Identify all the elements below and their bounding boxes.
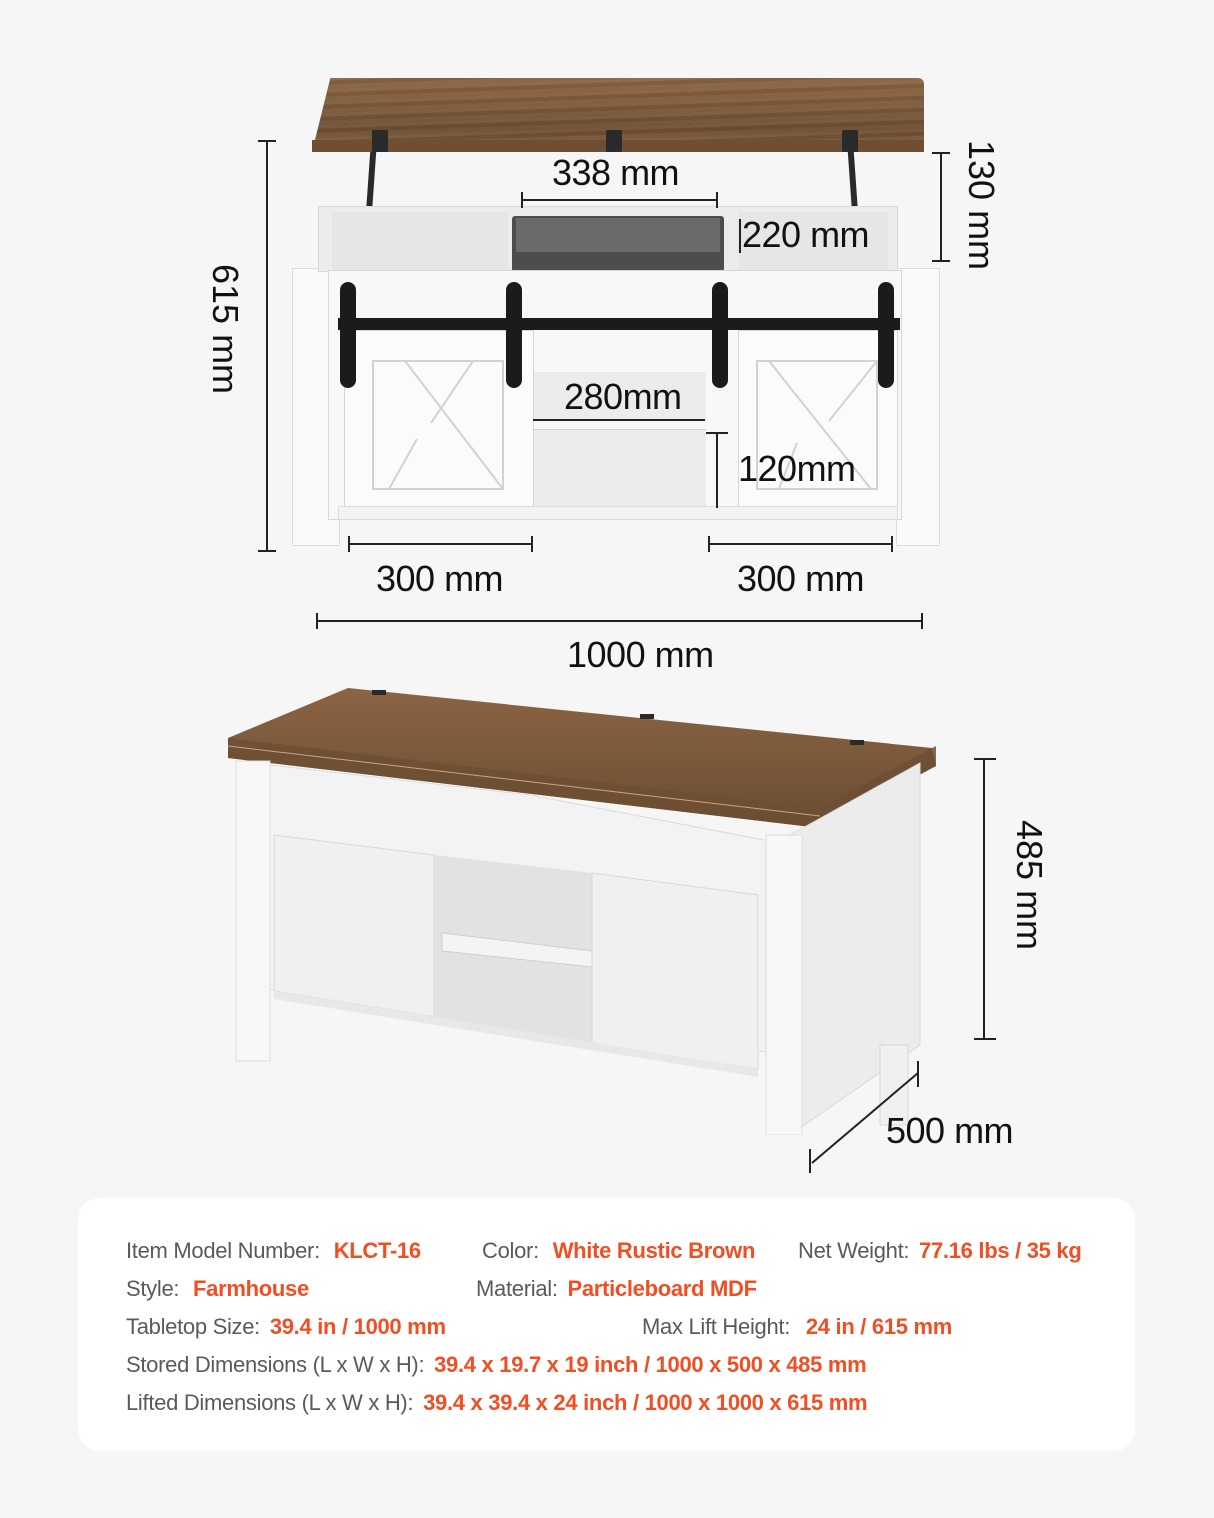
dimension-label-lift-gap: 130 mm bbox=[961, 140, 1002, 271]
spec-row-1-color bbox=[482, 1238, 755, 1264]
spec-label-max-lift: Max Lift Height: bbox=[642, 1314, 791, 1339]
spec-row-2-material bbox=[476, 1276, 757, 1302]
door-strap-icon bbox=[712, 282, 728, 388]
dimension-label-tray-width: 338 mm bbox=[552, 152, 680, 193]
spec-label-material: Material: bbox=[476, 1276, 558, 1301]
spec-row-3-tabletop bbox=[126, 1314, 446, 1340]
dimension-line bbox=[739, 219, 741, 253]
spec-row-4-stored bbox=[126, 1352, 866, 1378]
spec-value-lifted: 39.4 x 39.4 x 24 inch / 1000 x 1000 x 615 mm bbox=[423, 1390, 868, 1415]
dimension-label-right-door: 300 mm bbox=[737, 558, 865, 599]
dimension-label-shelf-height: 120mm bbox=[738, 448, 856, 489]
dimension-tick bbox=[521, 192, 523, 208]
dimension-tick bbox=[891, 536, 893, 552]
dimension-label-shelf-width: 280mm bbox=[564, 376, 682, 417]
door-strap-icon bbox=[506, 282, 522, 388]
spec-value-material: Particleboard MDF bbox=[567, 1276, 757, 1301]
dimension-tick bbox=[258, 550, 276, 552]
dimension-line bbox=[349, 543, 533, 545]
dimension-tick bbox=[716, 192, 718, 208]
barn-door-rail bbox=[338, 318, 900, 330]
dimension-tick bbox=[531, 536, 533, 552]
dimension-label-lift-height: 615 mm bbox=[205, 264, 246, 395]
dimension-line bbox=[533, 419, 705, 421]
hinge-icon bbox=[842, 130, 858, 152]
spec-value-color: White Rustic Brown bbox=[552, 1238, 756, 1263]
dimension-label-left-door: 300 mm bbox=[376, 558, 504, 599]
spec-label-stored: Stored Dimensions (L x W x H): bbox=[126, 1352, 425, 1377]
dimension-tick bbox=[921, 613, 923, 629]
spec-row-3-maxlift bbox=[642, 1314, 952, 1340]
spec-label-weight: Net Weight: bbox=[798, 1238, 910, 1263]
dimension-label-total-length: 1000 mm bbox=[567, 634, 714, 675]
door-strap-icon bbox=[340, 282, 356, 388]
dimension-label-depth: 500 mm bbox=[886, 1110, 1014, 1151]
spec-value-max-lift: 24 in / 615 mm bbox=[805, 1314, 953, 1339]
dimension-line bbox=[709, 543, 893, 545]
spec-label-lifted: Lifted Dimensions (L x W x H): bbox=[126, 1390, 414, 1415]
spec-card bbox=[78, 1198, 1135, 1451]
dimension-tick bbox=[974, 1038, 996, 1040]
compartment-left bbox=[332, 212, 508, 270]
dimension-line bbox=[983, 760, 985, 1040]
spec-value-weight: 77.16 lbs / 35 kg bbox=[919, 1238, 1082, 1263]
center-tray-top bbox=[516, 218, 720, 252]
spec-label-style: Style: bbox=[126, 1276, 180, 1301]
dimension-tick bbox=[258, 140, 276, 142]
door-strap-icon bbox=[878, 282, 894, 388]
dimension-tick bbox=[706, 432, 728, 434]
dimension-tick bbox=[932, 152, 950, 154]
dimension-label-tray-depth: 220 mm bbox=[742, 214, 870, 255]
dimension-tick bbox=[708, 536, 710, 552]
dimension-label-height: 485 mm bbox=[1009, 820, 1050, 951]
dimension-line bbox=[317, 620, 923, 622]
spec-row-1-weight bbox=[798, 1238, 1082, 1264]
spec-value-stored: 39.4 x 19.7 x 19 inch / 1000 x 500 x 485 mm bbox=[434, 1352, 867, 1377]
dimension-tick bbox=[316, 613, 318, 629]
spec-label-color: Color: bbox=[482, 1238, 539, 1263]
spec-label-model: Item Model Number: bbox=[126, 1238, 320, 1263]
dimension-tick bbox=[932, 260, 950, 262]
dimension-line bbox=[266, 140, 268, 552]
cabinet-base bbox=[338, 506, 898, 520]
spec-row-1 bbox=[126, 1238, 421, 1264]
spec-row-2-style bbox=[126, 1276, 309, 1302]
hinge-icon bbox=[372, 130, 388, 152]
dimension-line bbox=[716, 432, 718, 508]
spec-label-tabletop: Tabletop Size: bbox=[126, 1314, 260, 1339]
spec-value-tabletop: 39.4 in / 1000 mm bbox=[269, 1314, 446, 1339]
spec-row-5-lifted bbox=[126, 1390, 867, 1416]
spec-value-style: Farmhouse bbox=[193, 1276, 309, 1301]
dimension-line bbox=[940, 152, 942, 262]
hinge-icon bbox=[606, 130, 622, 152]
center-shelf bbox=[534, 420, 706, 430]
dimension-tick bbox=[974, 758, 996, 760]
spec-value-model: KLCT-16 bbox=[333, 1238, 421, 1263]
dimension-tick bbox=[348, 536, 350, 552]
cabinet-right-leg bbox=[896, 268, 940, 546]
dimension-line bbox=[522, 199, 718, 201]
